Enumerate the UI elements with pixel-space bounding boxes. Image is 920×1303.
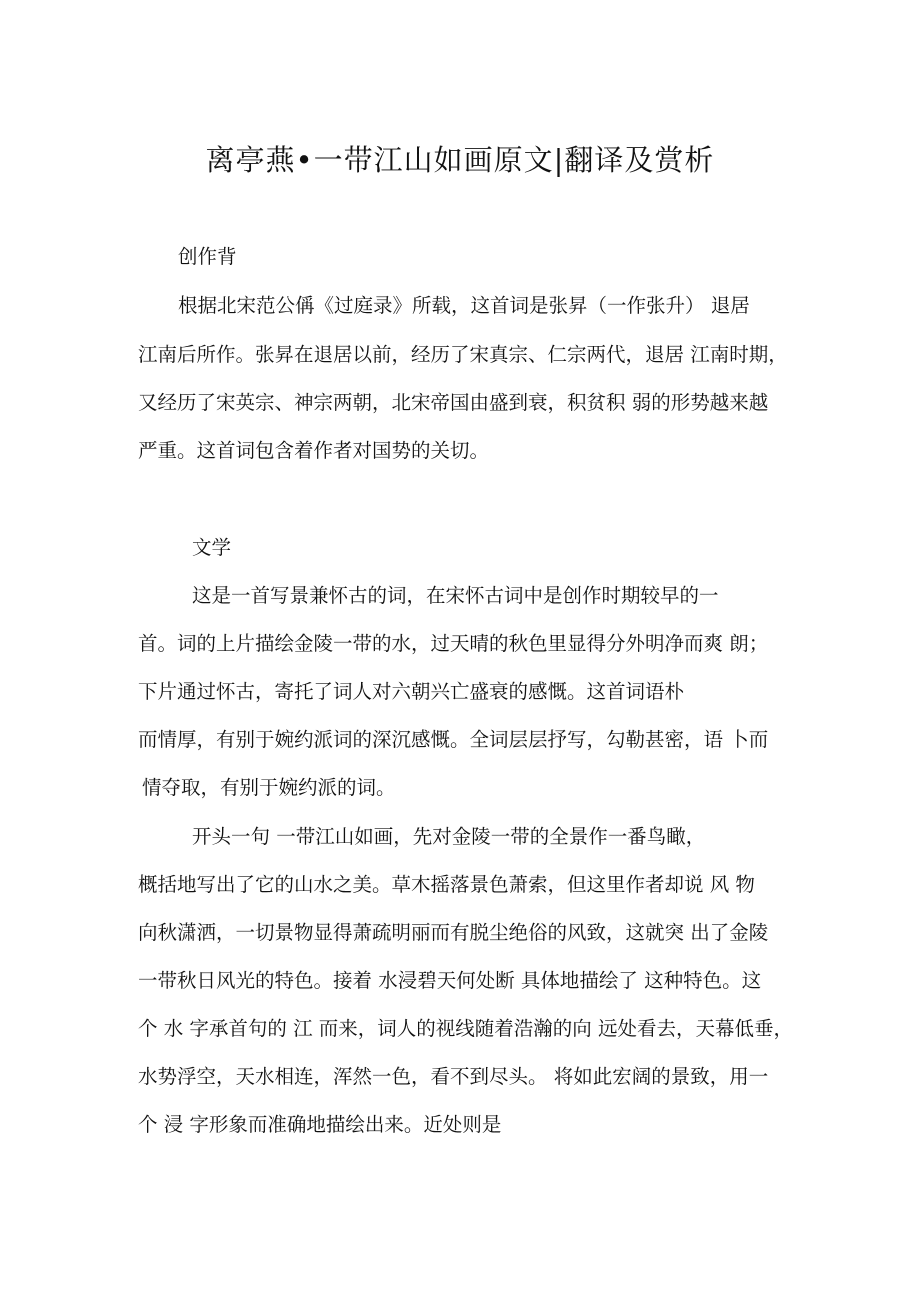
paragraph-line: 个 浸 字形象而准确地描绘出来。近处则是 [138,1113,502,1136]
paragraph-line: 一带秋日风光的特色。接着 水浸碧天何处断 具体地描绘了 这种特色。这 [138,969,762,992]
paragraph-line: 概括地写出了它的山水之美。草木摇落景色萧索，但这里作者却说 风 物 [138,873,755,896]
paragraph-line: 根据北宋范公偁《过庭录》所载，这首词是张昇（一作张升） 退居 [178,294,750,317]
paragraph-line: 水势浮空，天水相连，浑然一色，看不到尽头。 将如此宏阔的景致，用一 [138,1065,769,1088]
paragraph-line: 个 水 字承首句的 江 而来，词人的视线随着浩瀚的向 远处看去，天幕低垂， [138,1017,793,1040]
paragraph-line: 又经历了宋英宗、神宗两朝，北宋帝国由盛到衰，积贫积 弱的形势越来越 [138,391,769,414]
section-heading: 创作背 [178,245,237,268]
document-title: 离亭燕•一带江山如画原文|翻译及赏析 [205,143,715,177]
paragraph-line: 情夺取，有别于婉约派的词。 [142,776,396,799]
paragraph-line: 向秋潇洒，一切景物显得萧疏明丽而有脱尘绝俗的风致，这就突 出了金陵 [138,921,769,944]
paragraph-line: 而情厚，有别于婉约派词的深沉感慨。全词层层抒写，勾勒甚密，语 卜而 [138,728,769,751]
paragraph-line: 严重。这首词包含着作者对国势的关切。 [138,439,490,462]
paragraph-line: 下片通过怀古，寄托了词人对六朝兴亡盛衰的感慨。这首词语朴 [138,680,685,703]
section-heading: 文学 [192,536,232,559]
paragraph-line: 这是一首写景兼怀古的词，在宋怀古词中是创作时期较早的一 [192,584,719,607]
paragraph-line: 开头一句 一带江山如画，先对金陵一带的全景作一番鸟瞰， [192,825,706,848]
paragraph-line: 首。词的上片描绘金陵一带的水，过天晴的秋色里显得分外明净而爽 朗； [138,632,769,655]
paragraph-line: 江南后所作。张昇在退居以前，经历了宋真宗、仁宗两代，退居 江南时期， [138,343,788,366]
